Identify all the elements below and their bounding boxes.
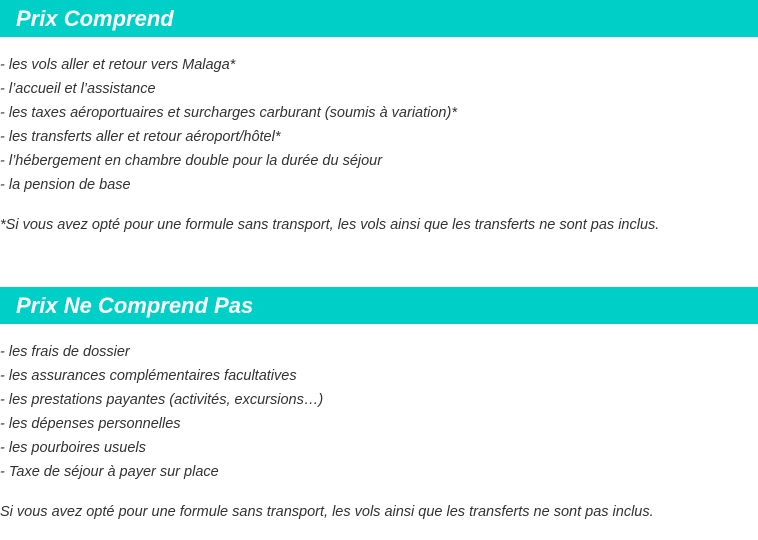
excluded-list-item: - les dépenses personnelles	[0, 416, 181, 432]
excluded-list-item: - les assurances complémentaires facultatives	[0, 368, 297, 384]
included-list-item: - les vols aller et retour vers Malaga*	[0, 57, 236, 73]
included-list	[0, 53, 457, 197]
excluded-list-item: - les frais de dossier	[0, 344, 130, 360]
included-list-item: - l’hébergement en chambre double pour la durée du séjour	[0, 153, 383, 169]
excluded-section-title: Prix Ne Comprend Pas	[16, 293, 254, 318]
included-list-item: - les taxes aéroportuaires et surcharges carburant (soumis à variation)*	[0, 105, 457, 121]
excluded-list	[0, 340, 323, 484]
included-list-item: - les transferts aller et retour aéroport/hôtel*	[0, 129, 281, 145]
excluded-note: Si vous avez opté pour une formule sans transport, les vols ainsi que les transferts ne sont pas inclus.	[0, 504, 654, 520]
excluded-list-item: - Taxe de séjour à payer sur place	[0, 464, 219, 480]
excluded-section-header	[0, 287, 758, 324]
included-list-item: - l’accueil et l’assistance	[0, 81, 156, 97]
excluded-list-item: - les prestations payantes (activités, excursions…)	[0, 392, 324, 408]
included-section-header	[0, 0, 758, 37]
included-note: *Si vous avez opté pour une formule sans transport, les vols ainsi que les transferts ne sont pas inclus.	[0, 217, 660, 233]
included-list-item: - la pension de base	[0, 177, 131, 193]
included-section-title: Prix Comprend	[16, 6, 174, 31]
excluded-list-item: - les pourboires usuels	[0, 440, 146, 456]
